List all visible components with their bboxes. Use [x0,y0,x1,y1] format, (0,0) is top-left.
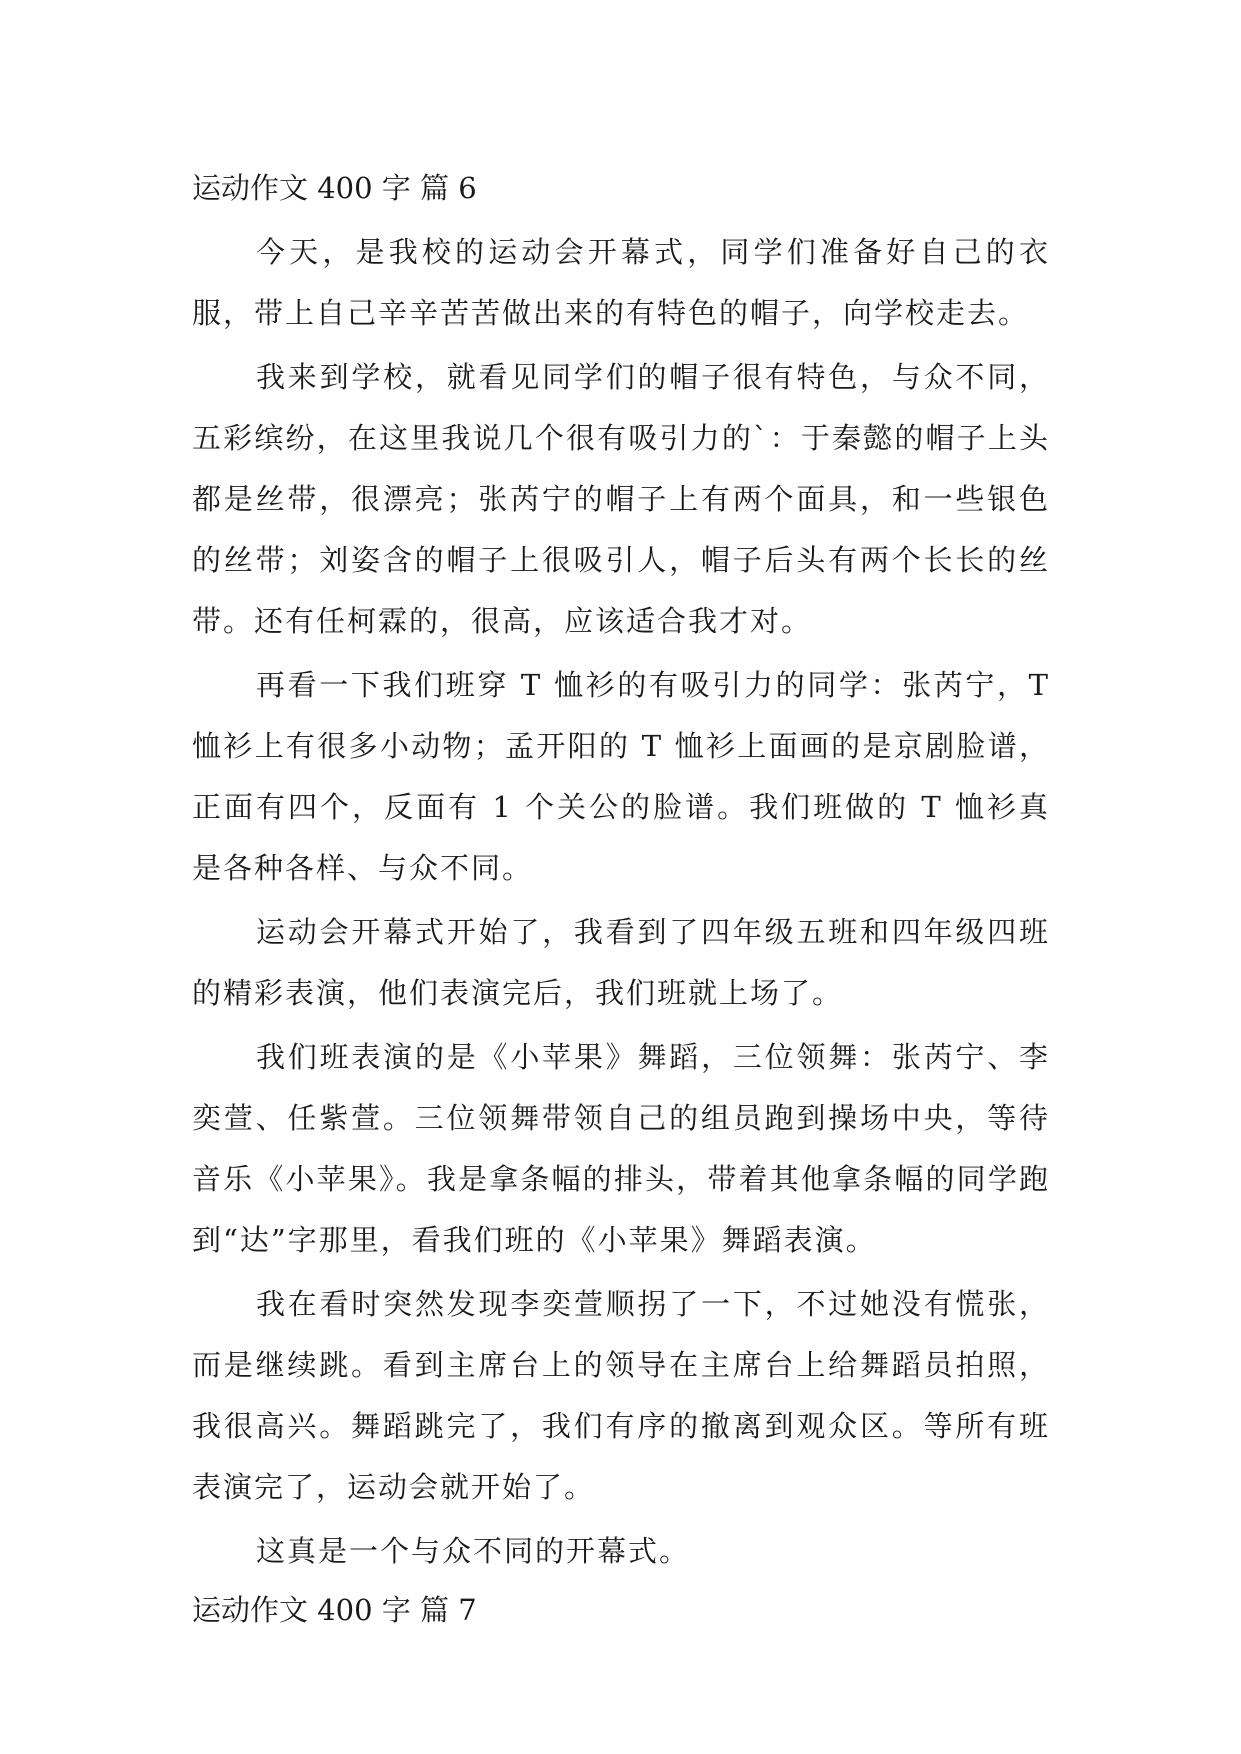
paragraph-1: 今天，是我校的运动会开幕式，同学们准备好自己的衣服，带上自己辛辛苦苦做出来的有特色的帽子，向学校走去。 [192,235,1050,330]
section-heading-6: 运动作文 400 字 篇 6 [192,171,477,205]
section-heading-7: 运动作文 400 字 篇 7 [192,1593,477,1627]
paragraph-5: 我们班表演的是《小苹果》舞蹈，三位领舞：张芮宁、李奕萱、任紫萱。三位领舞带领自己的组员跑到操场中央，等待音乐《小苹果》。我是拿条幅的排头，带着其他拿条幅的同学跑到“达”字那里，看我们班的《小苹果》舞蹈表演。 [192,1040,1050,1257]
paragraph-4: 运动会开幕式开始了，我看到了四年级五班和四年级四班的精彩表演，他们表演完后，我们班就上场了。 [192,915,1050,1010]
paragraph-3: 再看一下我们班穿 T 恤衫的有吸引力的同学：张芮宁，T 恤衫上有很多小动物；孟开阳的 T 恤衫上面画的是京剧脸谱，正面有四个，反面有 1 个关公的脸谱。我们班做的 T 恤衫真是各种各样、与众不同。 [192,668,1050,885]
document-body [192,160,1050,1638]
paragraph-6: 我在看时突然发现李奕萱顺拐了一下，不过她没有慌张，而是继续跳。看到主席台上的领导在主席台上给舞蹈员拍照，我很高兴。舞蹈跳完了，我们有序的撤离到观众区。等所有班表演完了，运动会就开始了。 [192,1287,1050,1504]
paragraph-2: 我来到学校，就看见同学们的帽子很有特色，与众不同，五彩缤纷，在这里我说几个很有吸引力的`：于秦懿的帽子上头都是丝带，很漂亮；张芮宁的帽子上有两个面具，和一些银色的丝带；刘姿含的帽子上很吸引人，帽子后头有两个长长的丝带。还有任柯霖的，很高，应该适合我才对。 [192,360,1050,638]
paragraph-7: 这真是一个与众不同的开幕式。 [256,1534,691,1568]
